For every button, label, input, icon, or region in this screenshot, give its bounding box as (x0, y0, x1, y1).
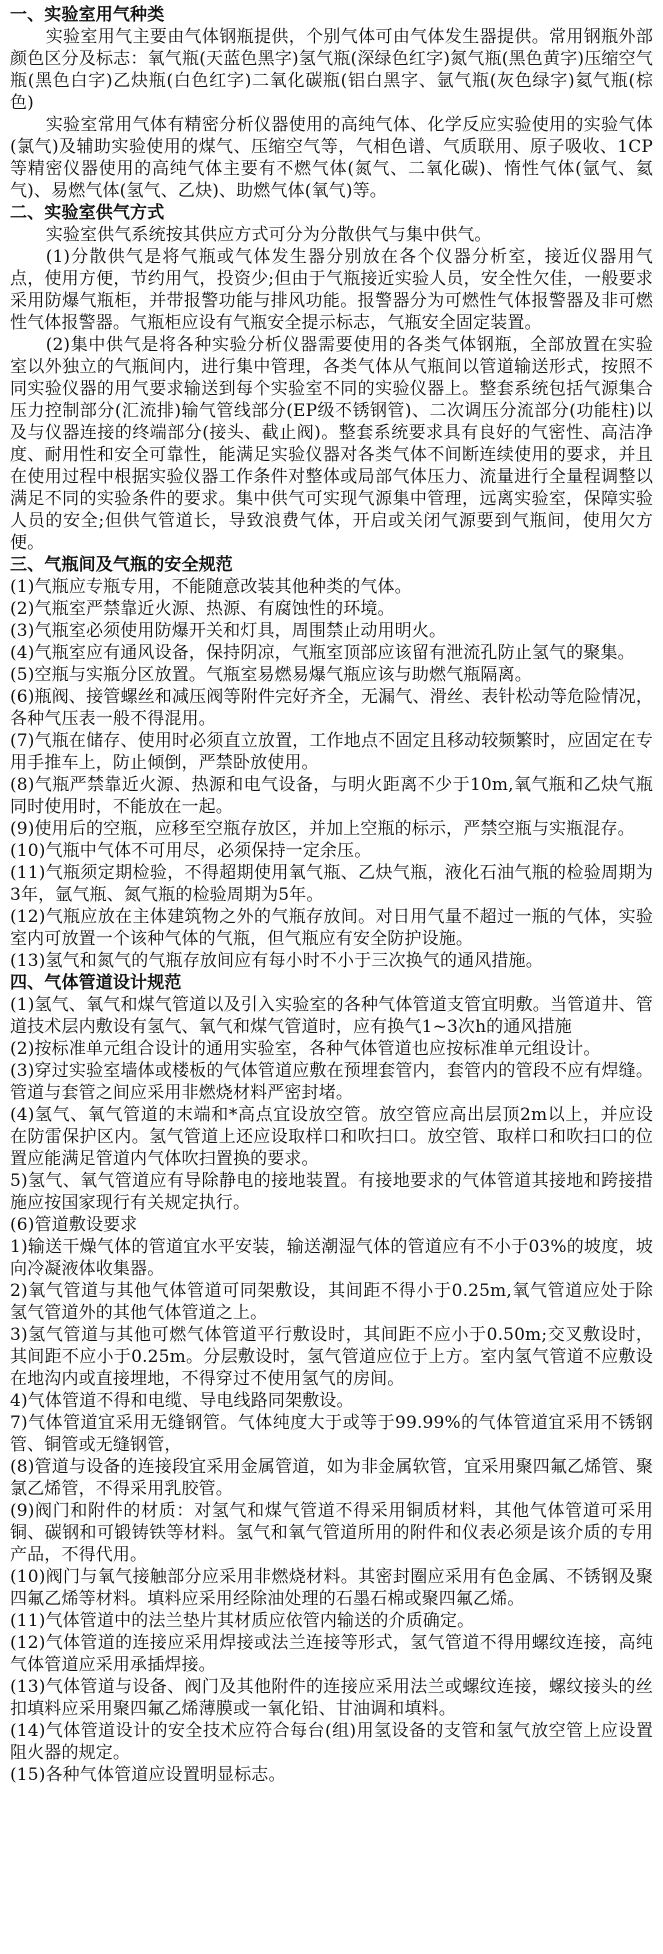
list-item: (5)空瓶与实瓶分区放置。气瓶室易燃易爆气瓶应该与助燃气瓶隔离。 (10, 665, 532, 685)
list-item: (8)气瓶严禁靠近火源、热源和电气设备，与明火距离不少于10m,氧气瓶和乙炔气瓶同时使用时，不能放在一起。 (10, 775, 653, 817)
list-item: (2)按标准单元组合设计的通用实验室，各种气体管道也应按标准单元组设计。 (10, 1039, 601, 1059)
list-item: (4)氢气、氧气管道的末端和*高点宜设放空管。放空管应高出层顶2m以上，并应设在防雷保护区内。氢气管道上还应设取样口和吹扫口。放空管、取样口和吹扫口的位置应能满足管道内气体吹扫置换的要求。 (10, 1105, 653, 1169)
list-item: 7)气体管道宜采用无缝钢管。气体纯度大于或等于99.99%的气体管道宜采用不锈钢管、铜管或无缝钢管， (10, 1413, 653, 1455)
list-item: (12)气体管道的连接应采用焊接或法兰连接等形式，氢气管道不得用螺纹连接，高纯气体管道应采用承插焊接。 (10, 1633, 653, 1675)
paragraph: (2)集中供气是将各种实验分析仪器需要使用的各类气体钢瓶，全部放置在实验室以外独立的气瓶间内，进行集中管理，各类气体从气瓶间以管道输送形式，按照不同实验仪器的用气要求输送到每个实验室不同的实验仪器上。整套系统包括气源集合压力控制部分(汇流排)输气管线部分(EP级不锈钢管)、二次调压分流部分(功能柱)以及与仪器连接的终端部分(接头、截止阀)。整套系统要求具有良好的气密性、高洁净度、耐用性和安全可靠性，能满足实验仪器对各类气体不间断连续使用的要求，并且在使用过程中根据实验仪器工作条件对整体或局部气体压力、流量进行全量程调整以满足不同的实验条件的要求。集中供气可实现气源集中管理，远离实验室，保障实验人员的安全;但供气管道长，导致浪费气体，开启或关闭气源要到气瓶间，使用欠方便。 (10, 335, 653, 553)
list-item: (1)氢气、氧气和煤气管道以及引入实验室的各种气体管道支管宜明敷。当管道井、管道技术层内敷设有氢气、氧气和煤气管道时，应有换气1~3次h的通风措施 (10, 995, 653, 1037)
list-item: (14)气体管道设计的安全技术应符合每台(组)用氢设备的支管和氢气放空管上应设置阻火器的规定。 (10, 1721, 653, 1763)
list-item: (9)使用后的空瓶，应移至空瓶存放区，并加上空瓶的标示，严禁空瓶与实瓶混存。 (10, 819, 635, 839)
list-item: (13)氢气和氮气的气瓶存放间应有每小时不小于三次换气的通风措施。 (10, 951, 543, 971)
section-heading: 三、气瓶间及气瓶的安全规范 (10, 555, 233, 575)
list-item: (11)气瓶须定期检验，不得超期使用氧气瓶、乙炔气瓶，液化石油气瓶的检验周期为3年，氩气瓶、氮气瓶的检验周期为5年。 (10, 863, 653, 905)
list-item: (3)穿过实验室墙体或楼板的气体管道应敷在预埋套管内，套管内的管段不应有焊缝。管道与套管之间应采用非燃烧材料严密封堵。 (10, 1061, 653, 1103)
list-item: (1)气瓶应专瓶专用，不能随意改装其他种类的气体。 (10, 577, 412, 597)
list-item: (2)气瓶室严禁靠近火源、热源、有腐蚀性的环境。 (10, 599, 395, 619)
paragraph: (1)分散供气是将气瓶或气体发生器分别放在各个仪器分析室，接近仪器用气点，使用方便，节约用气，投资少;但由于气瓶接近实验人员，安全性欠佳，一般要求采用防爆气瓶柜，并带报警功能与排风功能。报警器分为可燃性气体报警器及非可燃性气体报警器。气瓶柜应设有气瓶安全提示标志，气瓶安全固定装置。 (10, 247, 653, 333)
list-item: (3)气瓶室必须使用防爆开关和灯具，周围禁止动用明火。 (10, 621, 447, 641)
list-item: (15)各种气体管道应设置明显标志。 (10, 1765, 286, 1785)
list-item: 5)氢气、氧气管道应有导除静电的接地装置。有接地要求的气体管道其接地和跨接措施应按国家现行有关规定执行。 (10, 1171, 653, 1213)
list-item: (4)气瓶室应有通风设备，保持阴凉，气瓶室顶部应该留有泄流孔防止氢气的聚集。 (10, 643, 635, 663)
list-item: (6)管道敷设要求 (10, 1215, 138, 1235)
list-item: 1)输送干燥气体的管道宜水平安装，输送潮湿气体的管道应有不小于03%的坡度，坡向冷凝液体收集器。 (10, 1237, 653, 1279)
list-item: (12)气瓶应放在主体建筑物之外的气瓶存放间。对日用气量不超过一瓶的气体，实验室内可放置一个该种气体的气瓶，但气瓶应有安全防护设施。 (10, 907, 653, 949)
list-item: (8)管道与设备的连接段宜采用金属管道，如为非金属软管，宜采用聚四氟乙烯管、聚氯乙烯管，不得采用乳胶管。 (10, 1457, 653, 1499)
list-item: 4)气体管道不得和电缆、导电线路同架敷设。 (10, 1391, 354, 1411)
paragraph: 实验室用气主要由气体钢瓶提供，个别气体可由气体发生器提供。常用钢瓶外部颜色区分及标志：氧气瓶(天蓝色黑字)氢气瓶(深绿色红字)氮气瓶(黑色黄字)压缩空气瓶(黑色白字)乙炔瓶(白色红字)二氧化碳瓶(铝白黑字、氩气瓶(灰色绿字)氦气瓶(棕色) (10, 27, 653, 113)
section-heading: 四、气体管道设计规范 (10, 973, 182, 993)
list-item: (13)气体管道与设备、阀门及其他附件的连接应采用法兰或螺纹连接，螺纹接头的丝扣填料应采用聚四氟乙烯薄膜或一氧化铅、甘油调和填料。 (10, 1677, 653, 1719)
section-heading: 一、实验室用气种类 (10, 5, 165, 25)
list-item: (9)阀门和附件的材质：对氢气和煤气管道不得采用铜质材料，其他气体管道可采用铜、碳钢和可锻铸铁等材料。氢气和氧气管道所用的附件和仪表必须是该介质的专用产品，不得代用。 (10, 1501, 653, 1565)
list-item: 3)氢气管道与其他可燃气体管道平行敷设时，其间距不应小于0.50m;交叉敷设时，其间距不应小于0.25m。分层敷设时，氢气管道应位于上方。室内氢气管道不应敷设在地沟内或直接埋地，不得穿过不使用氢气的房间。 (10, 1325, 653, 1389)
list-item: (7)气瓶在储存、使用时必须直立放置，工作地点不固定且移动较频繁时，应固定在专用手推车上，防止倾倒，严禁卧放使用。 (10, 731, 653, 773)
list-item: (10)气瓶中气体不可用尽，必须保持一定余压。 (10, 841, 372, 861)
list-item: (11)气体管道中的法兰垫片其材质应依管内输送的介质确定。 (10, 1611, 475, 1631)
list-item: 2)氧气管道与其他气体管道可同架敷设，其间距不得小于0.25m,氧气管道应处于除氢气管道外的其他气体管道之上。 (10, 1281, 653, 1323)
paragraph: 实验室供气系统按其供应方式可分为分散供气与集中供气。 (45, 225, 492, 245)
list-item: (10)阀门与氧气接触部分应采用非燃烧材料。其密封圈应采用有色金属、不锈钢及聚四氟乙烯等材料。填料应采用经除油处理的石墨石棉或聚四氟乙烯。 (10, 1567, 653, 1609)
section-heading: 二、实验室供气方式 (10, 203, 165, 223)
paragraph: 实验室常用气体有精密分析仪器使用的高纯气体、化学反应实验使用的实验气体(氯气)及辅助实验使用的煤气、压缩空气等，气相色谱、气质联用、原子吸收、1CP等精密仪器使用的高纯气体主要有不燃气体(氮气、二氧化碳)、惰性气体(氩气、氦气)、易燃气体(氢气、乙炔)、助燃气体(氧气)等。 (10, 115, 653, 201)
list-item: (6)瓶阀、接管螺丝和减压阀等附件完好齐全，无漏气、滑丝、表针松动等危险情况，各种气压表一般不得混用。 (10, 687, 653, 729)
